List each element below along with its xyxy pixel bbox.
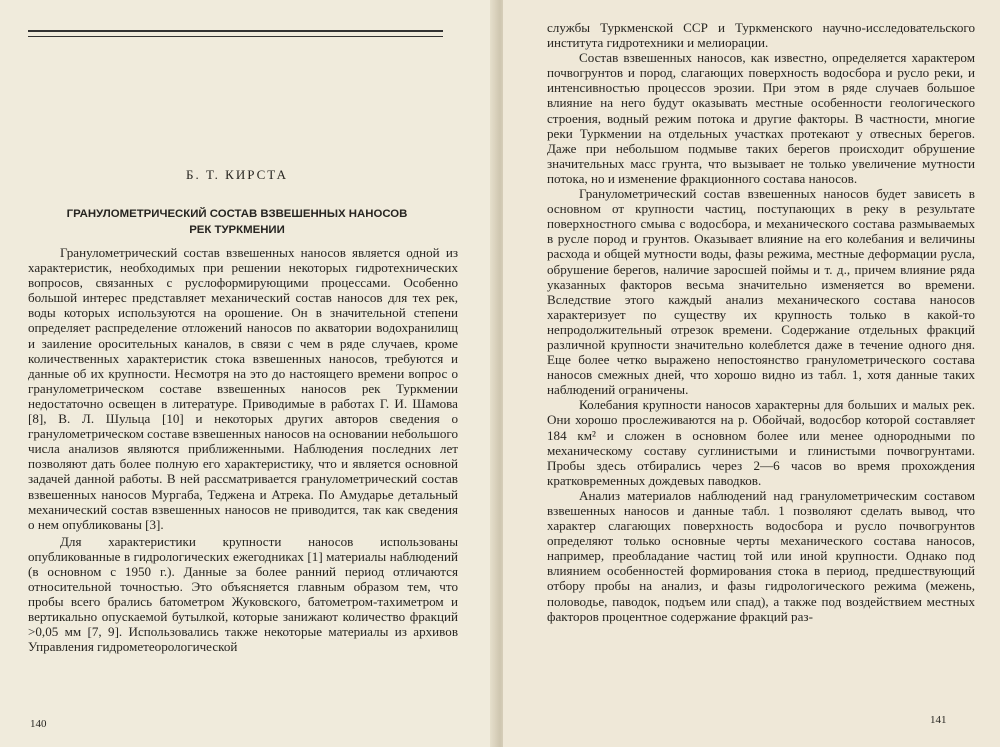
paragraph: Состав взвешенных наносов, как известно, определяется характером почвогрунтов и пород, слагающих поверхность водосбора и русло реки, и интенсивностью процессов эрозии. При этом в ряде случаев большое влияние на него будут оказывать местные особенности геологического строения, водный режим потока и другие факторы. В частности, многие реки Туркмении на отдельных участках протекают у отвесных берегов. Даже при небольшом подмыве таких берегов происходит обрушение значительных масс грунта, что вызывает не только увеличение мутности потока, но и изменение фракционного состава наносов. bbox=[547, 50, 975, 186]
author-name: Б. Т. КИРСТА bbox=[186, 167, 288, 182]
page-number: 141 bbox=[930, 714, 947, 726]
right-page bbox=[503, 0, 1000, 747]
left-page bbox=[0, 0, 497, 747]
paragraph: Для характеристики крупности наносов использованы опубликованные в гидрологических ежегодниках [1] материалы наблюдений (в основном с 1950 г.). Данные за более ранний период отличаются относительной точностью. Это объясняется главным образом тем, что пробы всего брались батометром Жуковского, батометром-тахиметром и вертикально опускаемой бутылкой, которые занижают количество фракций >0,05 мм [7, 9]. Использовались также некоторые материалы из архивов Управления гидрометеорологической bbox=[28, 533, 458, 655]
body-text-right bbox=[547, 20, 975, 624]
body-text-left bbox=[28, 245, 458, 655]
title-line-1: ГРАНУЛОМЕТРИЧЕСКИЙ СОСТАВ ВЗВЕШЕННЫХ НАНОСОВ bbox=[66, 208, 408, 220]
paragraph: Анализ материалов наблюдений над гранулометрическим составом взвешенных наносов и данные табл. 1 позволяют сделать вывод, что характер слагающих поверхность водосбора и русло почвогрунтов определяют только основные черты механического состава наносов, например, преобладание частиц той или иной крупности. Однако под влиянием особенностей формирования стока в период, предшествующий отбору пробы на анализ, и фазы гидрологического режима (межень, половодье, паводок, подъем или спад), а также под воздействием местных факторов процентное содержание фракций раз- bbox=[547, 487, 975, 624]
paragraph: Гранулометрический состав взвешенных наносов будет зависеть в основном от крупности частиц, поступающих в реку в результате поверхностного смыва с водосбора, и механического состава размываемых в русле пород и грунтов. Оказывает влияние на его колебания и величины расхода и общей мутности воды, фазы режима, местные деформации русла, обрушение берегов, наличие заросшей поймы и т. д., причем влияние ряда указанных факторов весьма значительно изменяется во времени. Вследствие этого каждый анализ механического состава наносов характеризует по существу их крупность только в какой-то непродолжительный отрезок времени. Содержание отдельных фракций различной крупности значительно колеблется даже в течение одного дня. Еще более четко выражено непостоянство гранулометрического состава наносов смежных дней, что хорошо видно из табл. 1, хотя данные таких наблюдений ограничены. bbox=[547, 186, 975, 398]
paragraph: службы Туркменской ССР и Туркменского научно-исследовательского института гидротехники и мелиорации. bbox=[547, 20, 975, 51]
paragraph: Гранулометрический состав взвешенных наносов является одной из характеристик, необходимых при решении некоторых гидротехнических вопросов, связанных с руслоформирующими процессами. Особенно большой интерес представляет механический состав наносов для тех рек, воды которых используются на орошение. Он в значительной степени определяет распределение отложений наносов по акватории водохранилищ и заиление оросительных каналов, в связи с чем в ряде случаев, кроме количественных характеристик стока взвешенных наносов, требуются и данные об их крупности. Несмотря на это до настоящего времени вопрос о гранулометрическом составе взвешенных наносов рек Туркмении недостаточно освещен в литературе. Приводимые в работах Г. И. Шамова [8], В. Л. Шульца [10] и некоторых других авторов сведения о гранулометрическом составе взвешенных наносов на основании небольшого числа анализов являются приближенными. Наблюдения последних лет позволяют дать более полную его характеристику, что и является основной задачей данной работы. В ней рассматривается гранулометрический состав взвешенных наносов Мургаба, Теджена и Атрека. По Амударье детальный механический состав взвешенных наносов не приводится, так как сведения о нем опубликованы [3]. bbox=[28, 245, 458, 532]
article-title bbox=[32, 206, 442, 238]
page-number: 140 bbox=[30, 718, 47, 730]
paragraph: Колебания крупности наносов характерны для больших и малых рек. Они хорошо прослеживаются на р. Обойчай, водосбор которой составляет 184 км² и сложен в основном более или менее однородными по механическому составу суглинистыми и глинистыми почвогрунтами. Пробы здесь отбирались через 2—6 часов во время прохождения кратковременных дождевых паводков. bbox=[547, 397, 975, 488]
header-rule-thin bbox=[28, 36, 443, 37]
title-line-2: РЕК ТУРКМЕНИИ bbox=[189, 224, 285, 236]
header-rule bbox=[28, 30, 443, 32]
